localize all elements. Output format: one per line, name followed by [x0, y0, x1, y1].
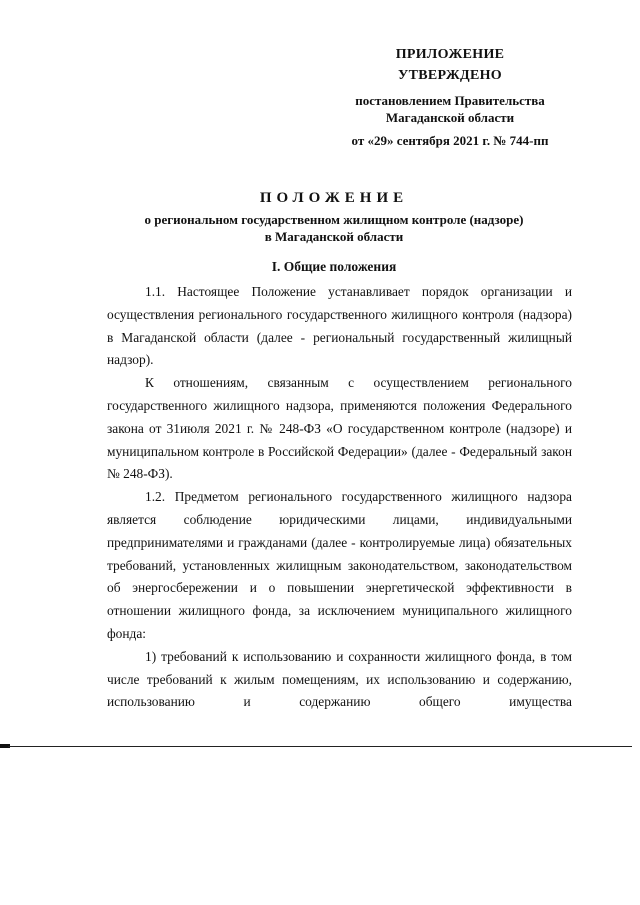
appendix-label: ПРИЛОЖЕНИЕ	[395, 47, 505, 62]
paragraph-item-1: 1) требований к использованию и сохранности жилищного фонда, в том числе требований к жилым помещениям, их использованию и содержанию, использованию и содержанию общего имущества	[107, 648, 572, 710]
approval-header	[330, 44, 570, 149]
paragraph-1-1: 1.1. Настоящее Положение устанавливает порядок организации и осуществления регионального государственного жилищного контроля (надзора) в Магаданской области (далее - региональный государственный жилищный надзор).	[107, 284, 572, 368]
paragraph-relations: К отношениям, связанным с осуществлением регионального государственного жилищного надзора, применяются положения Федерального закона от 31июля 2021 г. № 248-ФЗ «О государственном контроле (надзоре) и муниципальном контроле в Российской Федерации» (далее - Федеральный закон № 248-ФЗ).	[107, 375, 572, 482]
section-heading: I. Общие положения	[271, 259, 397, 274]
region-line: Магаданской области	[385, 110, 515, 125]
document-title	[100, 190, 568, 245]
title-subtitle-line1: о региональном государственном жилищном контроле (надзоре)	[144, 212, 524, 227]
page-footer-rule	[8, 746, 632, 747]
document-body	[107, 281, 572, 714]
decree-line: постановлением Правительства	[355, 93, 545, 108]
paragraph-1-2: 1.2. Предметом регионального государственного жилищного надзора является соблюдение юридическими лицами, индивидуальными предпринимателями и гражданами (далее - контролируемые лица) обязательных требований, установленных жилищным законодательством, законодательством об энергосбережении и о повышении энергетической эффективности в отношении жилищного фонда, за исключением муниципального жилищного фонда:	[107, 489, 572, 641]
decree-date-number: от «29» сентября 2021 г. № 744-пп	[351, 133, 549, 148]
approved-label: УТВЕРЖДЕНО	[398, 68, 502, 83]
title-subtitle-line2: в Магаданской области	[264, 229, 404, 244]
title-main: ПОЛОЖЕНИЕ	[259, 190, 409, 206]
